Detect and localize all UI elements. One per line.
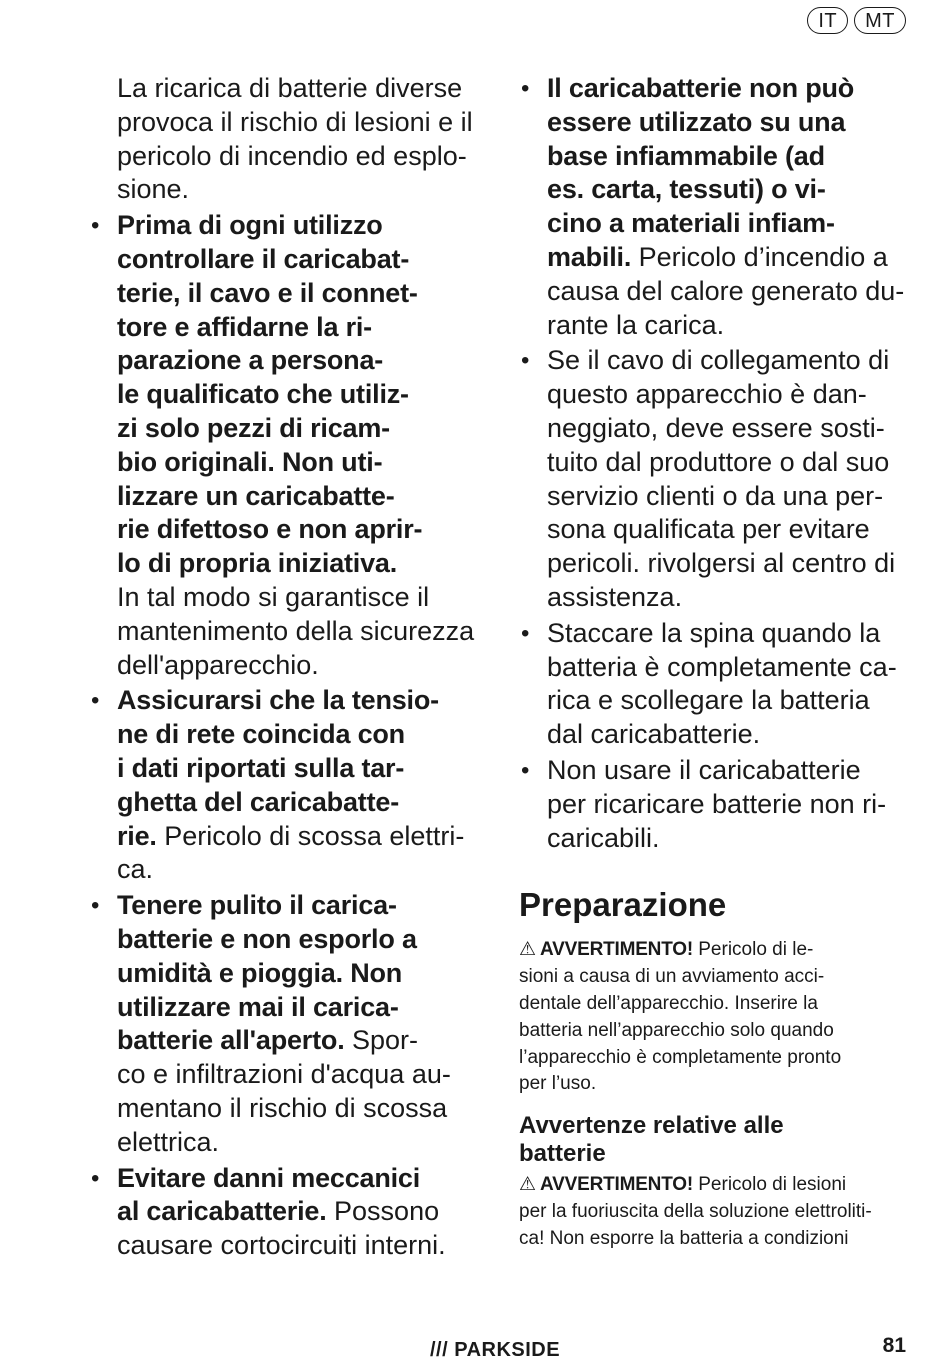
bold-line: zi solo pezzi di ricam- [117, 412, 390, 443]
text-line: batteria è completamente ca- [547, 651, 897, 682]
text-line: elettrica. [117, 1126, 220, 1157]
safety-bullet-unplug [519, 617, 914, 752]
text-line: ca! Non esporre la batteria a condizioni [519, 1227, 849, 1249]
text-line: provoca il rischio di lesioni e il [117, 106, 473, 137]
bold-line: Evitare danni meccanici [117, 1162, 421, 1193]
safety-bullet-nonrechargeable [519, 754, 914, 855]
warning-preparation [519, 937, 914, 1098]
text-line: mantenimento della sicurezza [117, 615, 475, 646]
text-line: neggiato, deve essere sosti- [547, 412, 885, 443]
safety-bullet-flammable [519, 72, 914, 342]
text-run: Possono [326, 1196, 440, 1227]
bold-line: batterie e non esporlo a [117, 923, 417, 954]
bold-line: ghetta del caricabatte- [117, 786, 399, 817]
bold-line: utilizzare mai il carica- [117, 991, 399, 1022]
mixed-line [117, 1024, 489, 1058]
warning-triangle-icon: ⚠ [519, 939, 537, 961]
warning-batteries [519, 1172, 914, 1252]
bold-line: Tenere pulito il carica- [117, 890, 397, 921]
bold-line: cino a materiali infiam- [547, 208, 835, 239]
text-run: Pericolo di le- [692, 939, 814, 961]
text-line: rica e scollegare la batteria [547, 685, 870, 716]
text-line: pericoli. rivolgersi al centro di [547, 548, 896, 579]
text-line: caricabili. [547, 822, 660, 853]
text-line: pericolo di incendio ed esplo- [117, 140, 467, 171]
warning-label: AVVERTIMENTO! [540, 1174, 693, 1196]
bullet-marker: • [521, 75, 530, 102]
bold-line: ne di rete coincida con [117, 719, 405, 750]
bold-line: le qualificato che utiliz- [117, 379, 409, 410]
bold-line: Assicurarsi che la tensio- [117, 685, 439, 716]
text-line: In tal modo si garantisce il [117, 581, 430, 612]
section-title: Preparazione [519, 886, 727, 924]
bold-line: Il caricabatterie non può [547, 73, 855, 103]
text-line: dal caricabatterie. [547, 719, 761, 750]
bold-line: i dati riportati sulla tar- [117, 752, 405, 783]
warning-triangle-icon: ⚠ [519, 1174, 537, 1196]
text-line: rante la carica. [547, 309, 725, 340]
bullet-marker: • [91, 212, 100, 240]
title-line: Avvertenze relative alle [519, 1112, 784, 1140]
text-line: causa del calore generato du- [547, 275, 905, 306]
right-column [519, 72, 914, 1253]
text-line: batteria nell’apparecchio solo quando [519, 1019, 834, 1041]
safety-bullet-damage [89, 1162, 489, 1263]
text-line: Staccare la spina quando la [547, 617, 881, 648]
bold-line: controllare il caricabat- [117, 243, 410, 274]
title-line: batterie [519, 1140, 606, 1168]
mixed-line [117, 1195, 489, 1229]
text-line: sona qualificata per evitare [547, 514, 870, 545]
left-column [89, 72, 489, 1265]
bullet-marker: • [521, 619, 530, 647]
bold-line: tore e affidarne la ri- [117, 311, 372, 342]
text-line: mentano il rischio di scossa [117, 1092, 448, 1123]
warning-label: AVVERTIMENTO! [540, 939, 693, 961]
text-line: questo apparecchio è dan- [547, 379, 867, 410]
bold-line: base infiammabile (ad [547, 140, 825, 171]
intro-paragraph [89, 72, 489, 207]
bold-line: parazione a persona- [117, 345, 384, 376]
text-line: co e infiltrazioni d'acqua au- [117, 1059, 451, 1090]
text-line: tuito dal produttore o dal suo [547, 446, 890, 477]
text-line: assistenza. [547, 581, 683, 612]
bold-line: lo di propria iniziativa. [117, 548, 398, 579]
mixed-line [547, 241, 914, 275]
bold-line: umidità e pioggia. Non [117, 957, 403, 988]
bold-run: mabili. [547, 241, 632, 272]
lang-badge-it: IT [807, 7, 848, 34]
bold-line: terie, il cavo e il connet- [117, 277, 418, 308]
text-run: Spor- [344, 1025, 419, 1056]
text-run: Pericolo di scossa elettri- [156, 820, 465, 851]
bold-line: es. carta, tessuti) o vi- [547, 174, 826, 205]
bold-line: Prima di ogni utilizzo [117, 210, 383, 241]
text-line: servizio clienti o da una per- [547, 480, 884, 511]
text-line: l’apparecchio è completamente pronto [519, 1046, 842, 1068]
text-line: La ricarica di batterie diverse [117, 73, 463, 103]
text-line: per l’uso. [519, 1073, 597, 1095]
safety-bullet-voltage [89, 684, 489, 887]
bold-line: bio originali. Non uti- [117, 446, 383, 477]
bold-line: essere utilizzato su una [547, 106, 846, 137]
safety-bullet-cable [519, 344, 914, 614]
bold-run: batterie all'aperto. [117, 1025, 345, 1056]
bold-line: lizzare un caricabatte- [117, 480, 395, 511]
bullet-marker: • [91, 687, 100, 715]
text-line: sioni a causa di un avviamento acci- [519, 966, 825, 988]
text-line: dell'apparecchio. [117, 649, 319, 680]
text-line: causare cortocircuiti interni. [117, 1230, 446, 1261]
bold-run: rie. [117, 820, 157, 851]
bold-run: al caricabatterie. [117, 1196, 327, 1227]
text-line: per la fuoriuscita della soluzione elettroliti- [519, 1200, 872, 1222]
text-line: per ricaricare batterie non ri- [547, 788, 887, 819]
lang-badge-mt: MT [854, 7, 906, 34]
parkside-logo: /// PARKSIDE [430, 1339, 561, 1361]
bullet-marker: • [521, 756, 530, 784]
text-run: Pericolo d’incendio a [631, 241, 888, 272]
text-run: Pericolo di lesioni [692, 1174, 847, 1196]
text-line: Se il cavo di collegamento di [547, 345, 890, 376]
bullet-marker: • [91, 1164, 100, 1192]
bold-line: rie difettoso e non aprir- [117, 514, 423, 545]
text-line: ca. [117, 854, 154, 885]
text-line: sione. [117, 174, 190, 205]
safety-bullet-inspect [89, 209, 489, 682]
page-number: 81 [882, 1334, 906, 1357]
safety-bullet-clean [89, 889, 489, 1159]
language-badges [807, 7, 906, 34]
mixed-line [117, 820, 489, 854]
bullet-marker: • [521, 347, 530, 375]
text-line: dentale dell’apparecchio. Inserire la [519, 992, 818, 1014]
bullet-marker: • [91, 892, 100, 920]
text-line: Non usare il caricabatterie [547, 754, 861, 785]
subsection-title [519, 1112, 914, 1168]
